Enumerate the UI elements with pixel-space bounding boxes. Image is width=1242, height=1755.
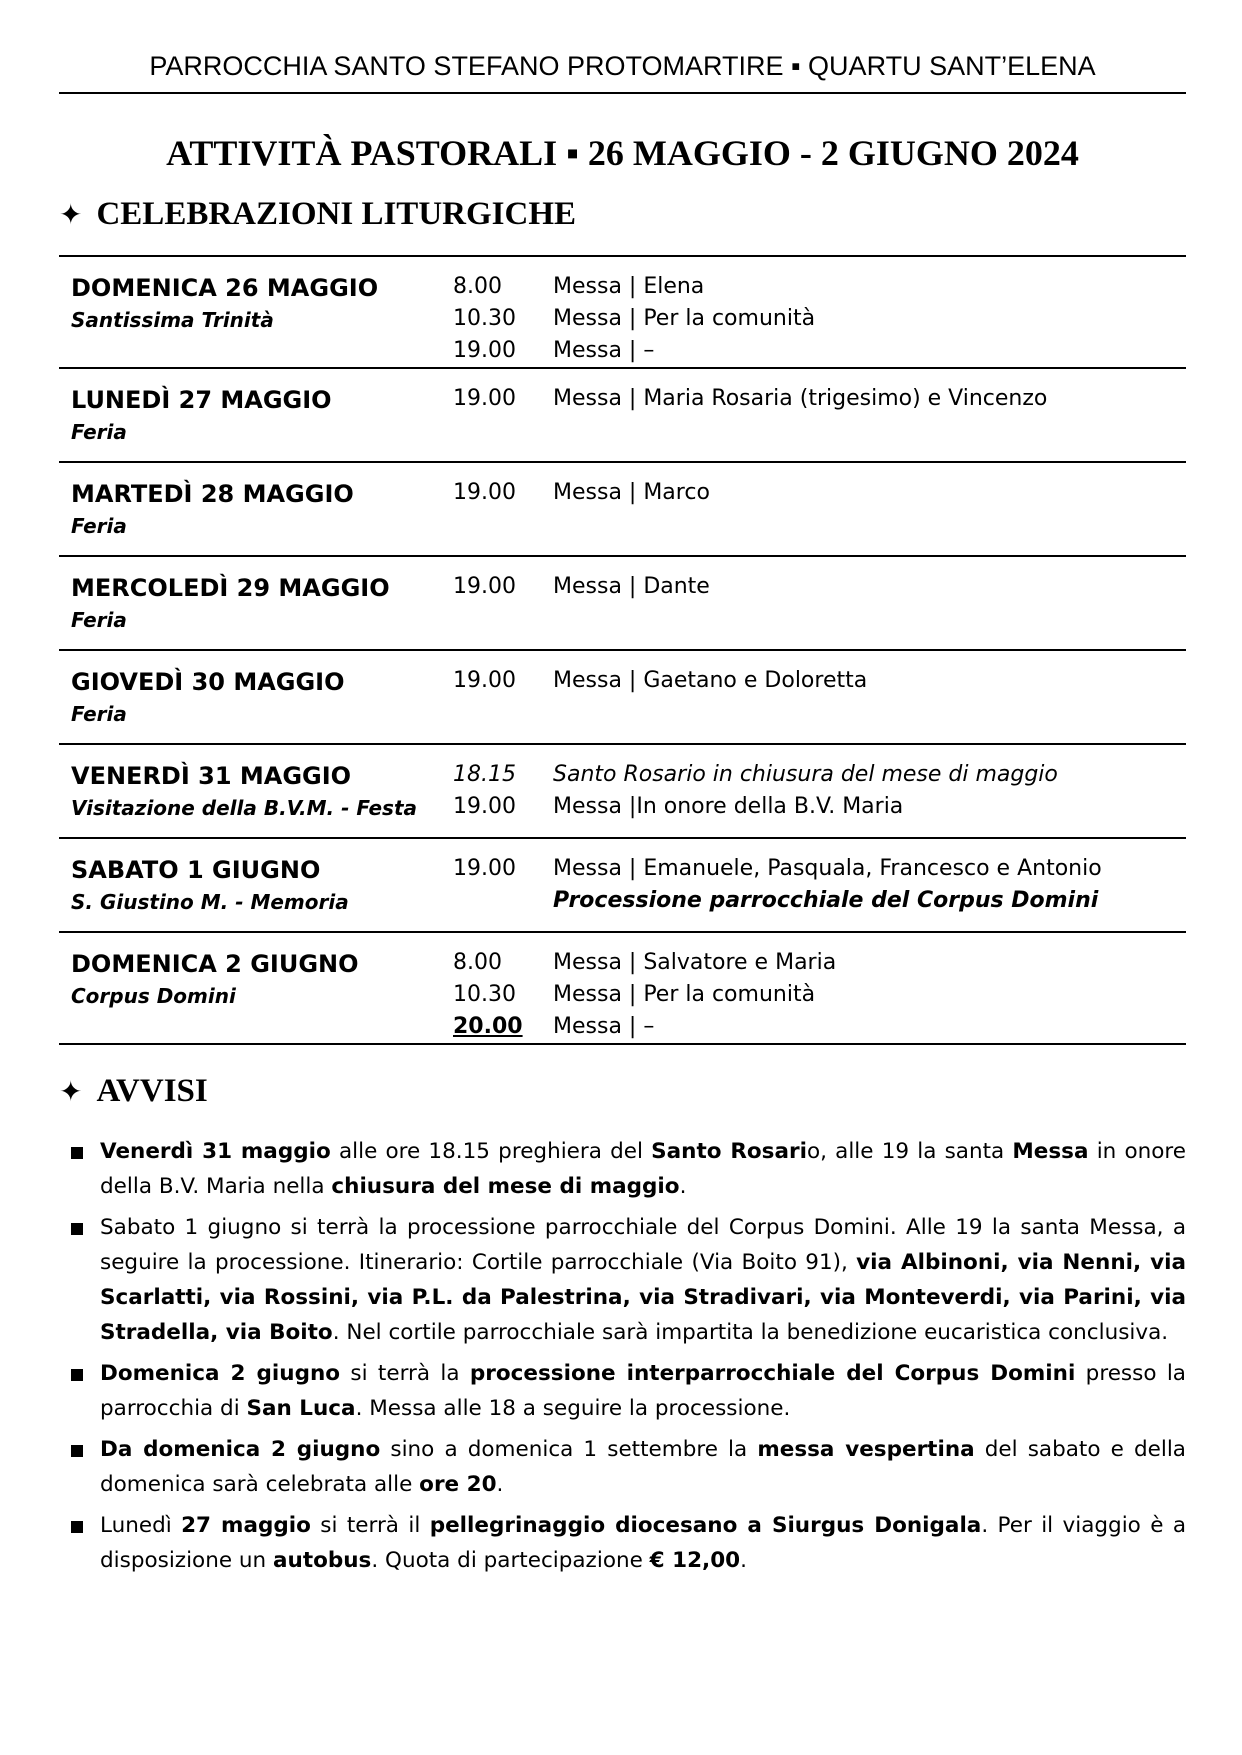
page-title: ATTIVITÀ PASTORALI ▪ 26 MAGGIO - 2 GIUGNO 2024 [166,133,1079,173]
star-icon: ✦ [59,198,83,231]
day-cell [59,650,453,744]
mass-intention: Messa | Gaetano e Doloretta [553,668,868,693]
day-name: MARTEDÌ 28 MAGGIO [71,480,354,508]
notice-item [59,1134,1186,1204]
notice-text-bold: Venerdì 31 maggio [100,1139,331,1164]
mass-intention: Messa | – [553,1014,655,1039]
notice-text: si terrà il [310,1513,430,1538]
notice-text-bold: autobus [273,1548,372,1573]
liturgical-day: Visitazione della B.V.M. - Festa [71,796,418,820]
notice-text-bold: € 12,00 [649,1548,741,1573]
notice-text: . Quota di partecipazione [371,1548,650,1573]
schedule-row [59,650,1186,744]
notice-text-bold: 27 maggio [181,1513,311,1538]
notice-text-bold: Domenica 2 giugno [100,1361,341,1386]
notice-text: . [740,1548,747,1573]
notice-item [59,1356,1186,1426]
notice-text-bold: messa vespertina [757,1437,975,1462]
mass-time: 8.00 [453,274,502,299]
notice-text: o, alle 19 la santa [806,1139,1013,1164]
square-bullet-icon [71,1147,83,1159]
mass-intention: Messa | Maria Rosaria (trigesimo) e Vincenzo [553,386,1048,411]
notices-list [59,1134,1186,1578]
schedule-row [59,556,1186,650]
mass-intention: Messa | Dante [553,574,710,599]
notice-text-bold: Messa [1012,1139,1089,1164]
mass-time: 19.00 [453,338,516,363]
mass-intention: Messa | Salvatore e Maria [553,950,837,975]
descriptions-cell [553,744,1186,838]
day-cell [59,932,453,1044]
square-bullet-icon [71,1223,83,1235]
times-cell [453,556,553,650]
bulletin-page [59,0,1186,1584]
schedule-row [59,368,1186,462]
liturgical-day: Feria [71,514,127,538]
notice-text: del sabato e della domenica sarà celebrata alle [100,1437,1186,1497]
descriptions-cell [553,462,1186,556]
notice-item [59,1210,1186,1350]
descriptions-cell [553,556,1186,650]
day-cell [59,462,453,556]
mass-time: 19.00 [453,668,516,693]
day-name: DOMENICA 26 MAGGIO [71,274,379,302]
times-cell [453,744,553,838]
mass-intention: Messa |In onore della B.V. Maria [553,794,904,819]
celebrations-heading [59,196,1186,233]
notice-text-bold: pellegrinaggio diocesano a Siurgus Donigala [429,1513,982,1538]
notice-text: sino a domenica 1 settembre la [380,1437,758,1462]
notice-text-bold: processione interparrocchiale del Corpus Domini [469,1361,1076,1386]
mass-time: 19.00 [453,386,516,411]
notice-text: . Messa alle 18 a seguire la processione. [355,1396,791,1421]
mass-intention: Messa | – [553,338,655,363]
mass-time: 8.00 [453,950,502,975]
day-cell [59,368,453,462]
times-cell [453,650,553,744]
day-name: LUNEDÌ 27 MAGGIO [71,386,332,414]
schedule-row [59,256,1186,368]
liturgical-day: Corpus Domini [71,984,236,1008]
mass-time: 19.00 [453,480,516,505]
mass-time: 18.15 [453,762,516,787]
descriptions-cell [553,650,1186,744]
descriptions-cell [553,256,1186,368]
notice-text-bold: chiusura del mese di maggio [331,1174,680,1199]
notice-text: si terrà la [340,1361,470,1386]
liturgical-day: Santissima Trinità [71,308,274,332]
mass-intention: Processione parrocchiale del Corpus Domini [553,888,1099,913]
notice-text: in onore della B.V. Maria nella [100,1139,1187,1199]
mass-time: 19.00 [453,794,516,819]
notice-text-bold: ore 20 [419,1472,497,1497]
notices-heading [59,1073,1186,1110]
notice-text: Lunedì [100,1513,182,1538]
notice-text: alle ore 18.15 preghiera del [330,1139,652,1164]
mass-time: 10.30 [453,982,516,1007]
mass-intention: Messa | Per la comunità [553,982,816,1007]
descriptions-cell [553,838,1186,932]
notice-text-bold: San Luca [246,1396,356,1421]
notices-heading-label: AVVISI [96,1073,208,1109]
liturgical-day: Feria [71,608,127,632]
day-cell [59,256,453,368]
descriptions-cell [553,368,1186,462]
day-name: MERCOLEDÌ 29 MAGGIO [71,574,390,602]
notice-text-bold: via Albinoni, via Nenni, via Scarlatti, via Rossini, via P.L. da Palestrina, via Stradivari, via Monteverdi, via Parini, via Stradella, via Boito [100,1250,1186,1345]
day-name: DOMENICA 2 GIUGNO [71,950,359,978]
times-cell [453,256,553,368]
celebrations-heading-label: CELEBRAZIONI LITURGICHE [96,196,576,232]
notice-item [59,1432,1186,1502]
notice-text: . [679,1174,687,1199]
schedule-table [59,255,1186,1045]
mass-time: 19.00 [453,574,516,599]
mass-intention: Messa | Emanuele, Pasquala, Francesco e Antonio [553,856,1102,881]
mass-intention: Messa | Marco [553,480,710,505]
day-name: SABATO 1 GIUGNO [71,856,321,884]
square-bullet-icon [71,1445,83,1457]
notice-text: . Nel cortile parrocchiale sarà impartita la benedizione eucaristica conclusiva. [332,1320,1169,1345]
mass-intention: Messa | Per la comunità [553,306,816,331]
notice-text-bold: Da domenica 2 giugno [100,1437,381,1462]
times-cell [453,368,553,462]
day-cell [59,838,453,932]
times-cell [453,838,553,932]
times-cell [453,462,553,556]
liturgical-day: S. Giustino M. - Memoria [71,890,349,914]
notice-text-bold: Santo Rosari [651,1139,807,1164]
notice-text: . [496,1472,504,1497]
parish-header: PARROCCHIA SANTO STEFANO PROTOMARTIRE ▪ QUARTU SANT’ELENA [59,51,1186,94]
notice-item [59,1508,1186,1578]
liturgical-day: Feria [71,420,127,444]
liturgical-day: Feria [71,702,127,726]
day-cell [59,556,453,650]
schedule-row [59,932,1186,1044]
times-cell [453,932,553,1044]
square-bullet-icon [71,1521,83,1533]
notice-text: presso la parrocchia di [100,1361,1186,1421]
mass-time: 19.00 [453,856,516,881]
descriptions-cell [553,932,1186,1044]
schedule-row [59,462,1186,556]
star-icon: ✦ [59,1075,83,1108]
day-name: VENERDÌ 31 MAGGIO [71,762,352,790]
day-cell [59,744,453,838]
notice-text: . Per il viaggio è a disposizione un [100,1513,1187,1573]
mass-time: 10.30 [453,306,516,331]
mass-time: 20.00 [453,1014,523,1039]
mass-time [453,885,553,917]
mass-intention: Santo Rosario in chiusura del mese di maggio [553,762,1058,787]
schedule-row [59,744,1186,838]
square-bullet-icon [71,1369,83,1381]
notice-text: Sabato 1 giugno si terrà la processione parrocchiale del Corpus Domini. Alle 19 la santa Messa, a seguire la processione. Itinerario: Cortile parrocchiale (Via Boito 91), [100,1215,1186,1275]
schedule-row [59,838,1186,932]
day-name: GIOVEDÌ 30 MAGGIO [71,668,345,696]
mass-intention: Messa | Elena [553,274,705,299]
